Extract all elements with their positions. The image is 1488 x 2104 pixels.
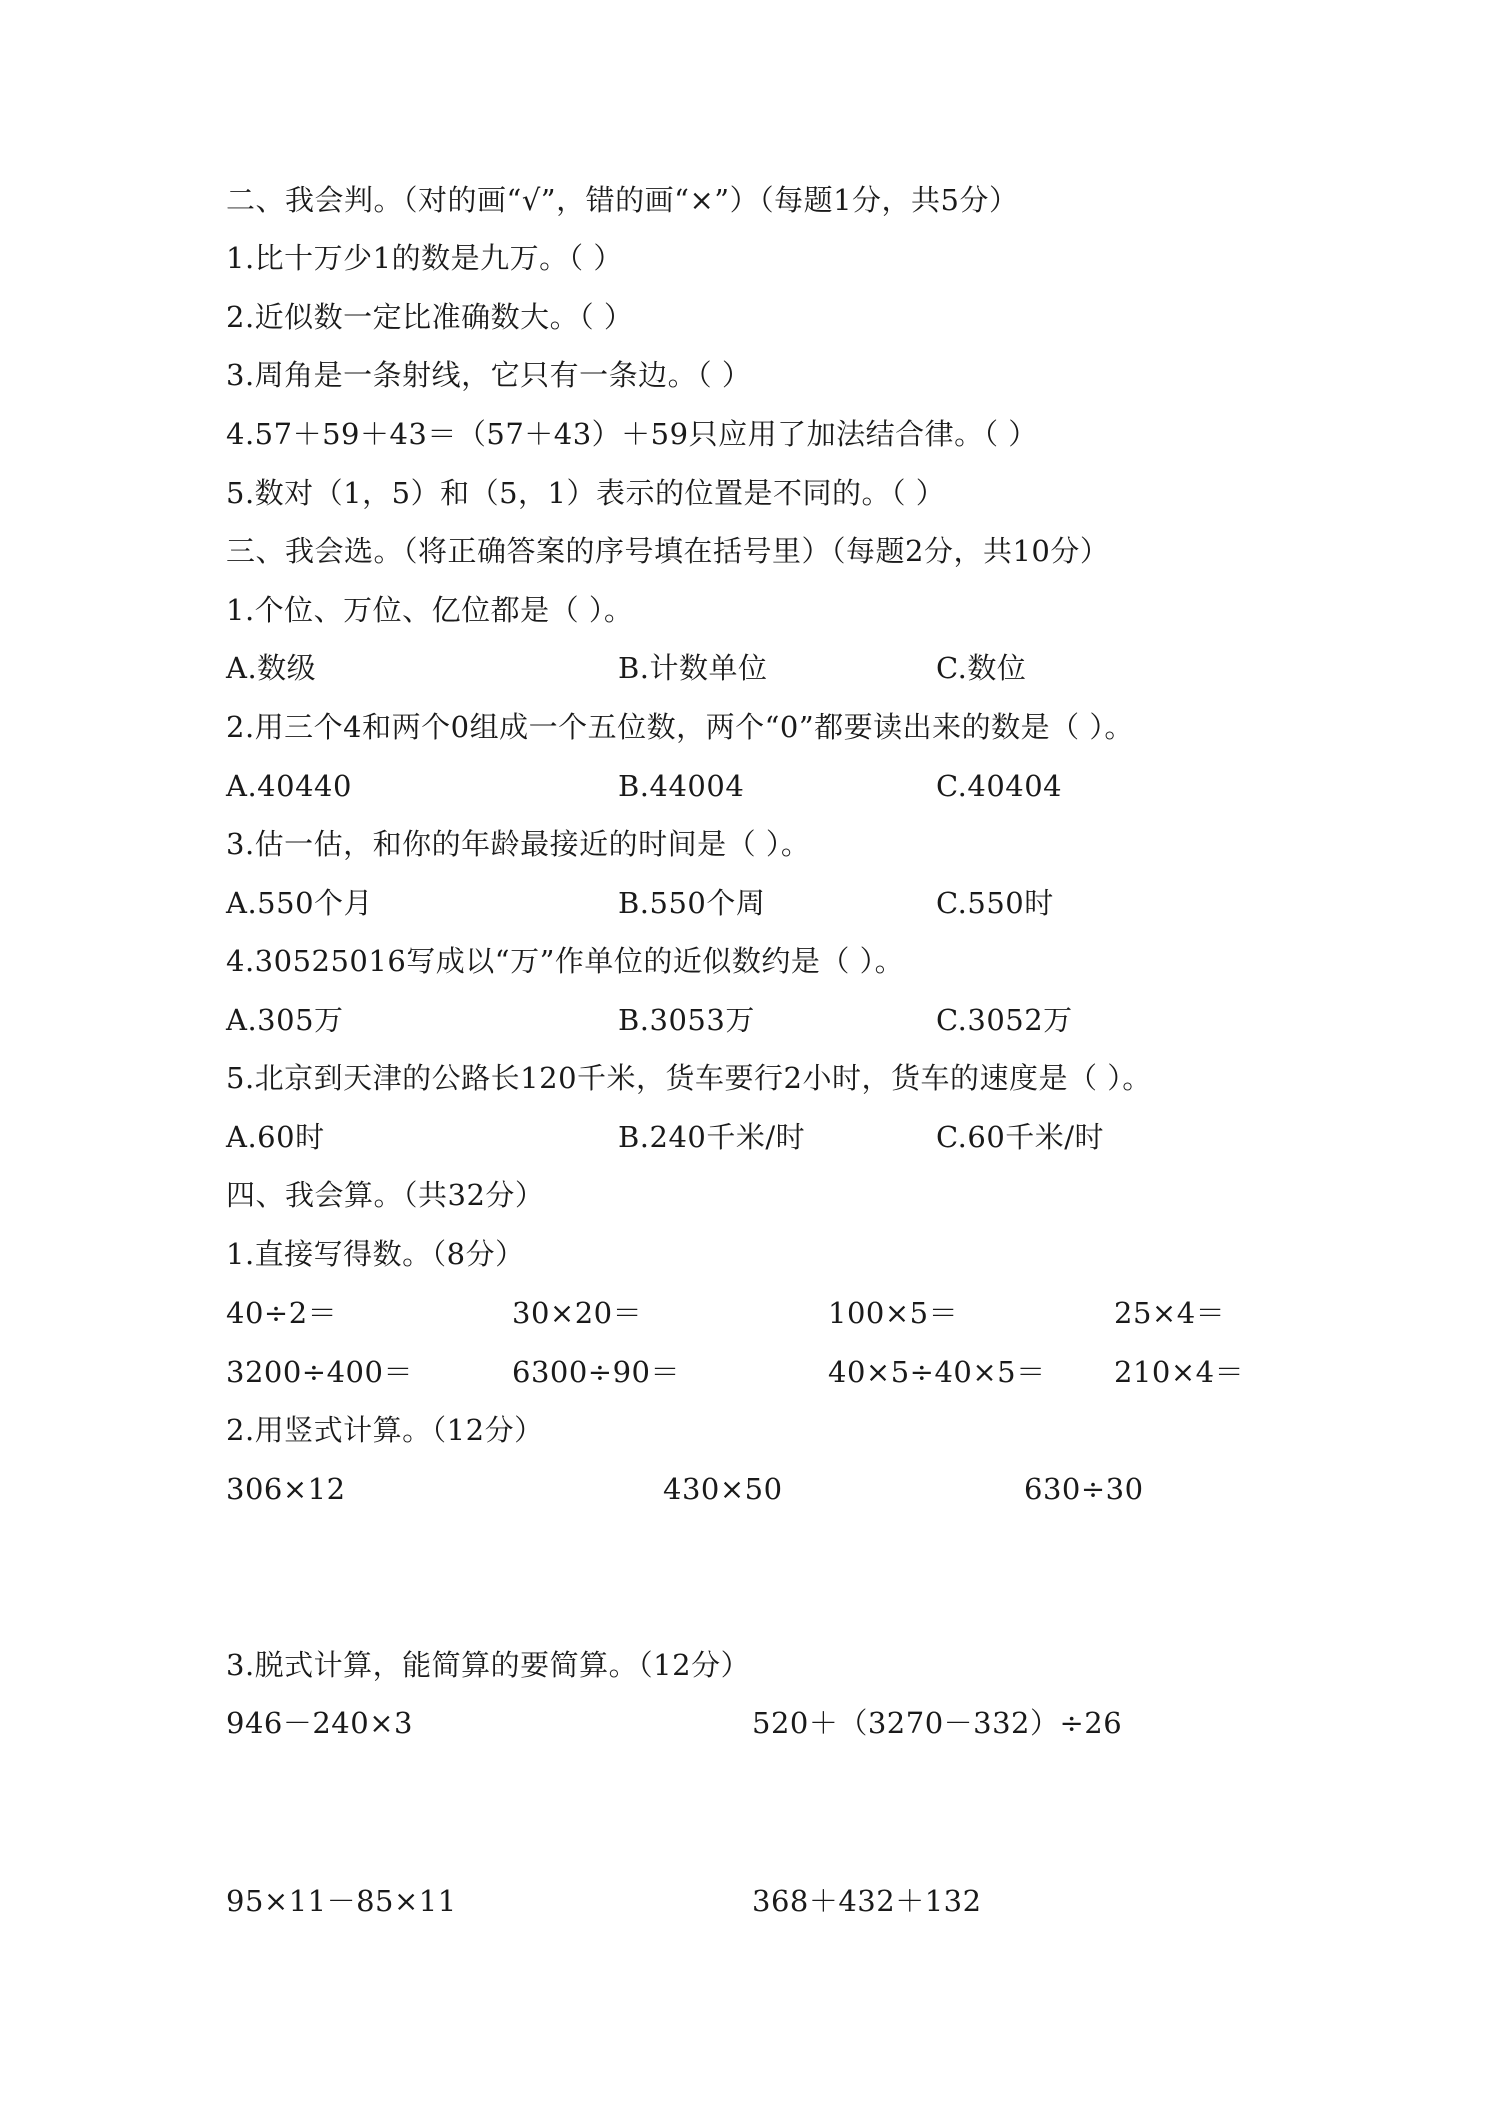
choice-5-option-c: C.60千米/时	[936, 1120, 1105, 1154]
section-3-title: 三、我会选。（将正确答案的序号填在括号里）（每题2分，共10分）	[226, 534, 1110, 568]
choice-1-option-c: C.数位	[936, 651, 1027, 685]
step-calc-item: 520＋（3270－332）÷26	[752, 1706, 1123, 1740]
choice-3-option-a: A.550个月	[226, 886, 374, 920]
choice-2-option-b: B.44004	[618, 769, 745, 803]
section-4-title: 四、我会算。（共32分）	[226, 1178, 545, 1212]
judge-item-1: 1.比十万少1的数是九万。（ ）	[226, 241, 623, 275]
mental-math-item: 3200÷400＝	[226, 1355, 413, 1389]
mental-math-item: 30×20＝	[512, 1296, 643, 1330]
judge-item-2: 2.近似数一定比准确数大。（ ）	[226, 300, 634, 334]
vertical-calc-item: 430×50	[663, 1472, 783, 1506]
section-2-title: 二、我会判。（对的画“√”，错的画“×”）（每题1分，共5分）	[226, 183, 1019, 217]
choice-4-option-a: A.305万	[226, 1003, 344, 1037]
mental-math-title: 1.直接写得数。（8分）	[226, 1237, 525, 1271]
choice-question-1: 1.个位、万位、亿位都是（ ）。	[226, 593, 634, 627]
choice-2-option-c: C.40404	[936, 769, 1063, 803]
step-calc-item: 368＋432＋132	[752, 1884, 982, 1918]
step-calc-title: 3.脱式计算，能简算的要简算。（12分）	[226, 1648, 751, 1682]
choice-1-option-a: A.数级	[226, 651, 317, 685]
judge-item-3: 3.周角是一条射线，它只有一条边。（ ）	[226, 358, 752, 392]
mental-math-item: 25×4＝	[1114, 1296, 1226, 1330]
choice-question-4: 4.30525016写成以“万”作单位的近似数约是（ ）。	[226, 944, 905, 978]
choice-4-option-b: B.3053万	[618, 1003, 755, 1037]
mental-math-item: 100×5＝	[828, 1296, 959, 1330]
choice-question-5: 5.北京到天津的公路长120千米，货车要行2小时，货车的速度是（ ）。	[226, 1061, 1152, 1095]
judge-item-5: 5.数对（1，5）和（5，1）表示的位置是不同的。（ ）	[226, 476, 946, 510]
step-calc-item: 946－240×3	[226, 1706, 413, 1740]
choice-4-option-c: C.3052万	[936, 1003, 1073, 1037]
mental-math-item: 210×4＝	[1114, 1355, 1245, 1389]
step-calc-item: 95×11－85×11	[226, 1884, 457, 1918]
mental-math-item: 40×5÷40×5＝	[828, 1355, 1046, 1389]
vertical-calc-item: 306×12	[226, 1472, 346, 1506]
mental-math-item: 6300÷90＝	[512, 1355, 681, 1389]
vertical-calc-title: 2.用竖式计算。（12分）	[226, 1413, 544, 1447]
choice-question-3: 3.估一估，和你的年龄最接近的时间是（ ）。	[226, 827, 811, 861]
judge-item-4: 4.57＋59＋43＝（57＋43）＋59只应用了加法结合律。（ ）	[226, 417, 1038, 451]
choice-2-option-a: A.40440	[226, 769, 352, 803]
choice-question-2: 2.用三个4和两个0组成一个五位数，两个“0”都要读出来的数是（ ）。	[226, 710, 1134, 744]
choice-3-option-b: B.550个周	[618, 886, 766, 920]
choice-5-option-a: A.60时	[226, 1120, 325, 1154]
mental-math-item: 40÷2＝	[226, 1296, 338, 1330]
vertical-calc-item: 630÷30	[1024, 1472, 1144, 1506]
choice-3-option-c: C.550时	[936, 886, 1054, 920]
choice-1-option-b: B.计数单位	[618, 651, 768, 685]
choice-5-option-b: B.240千米/时	[618, 1120, 806, 1154]
